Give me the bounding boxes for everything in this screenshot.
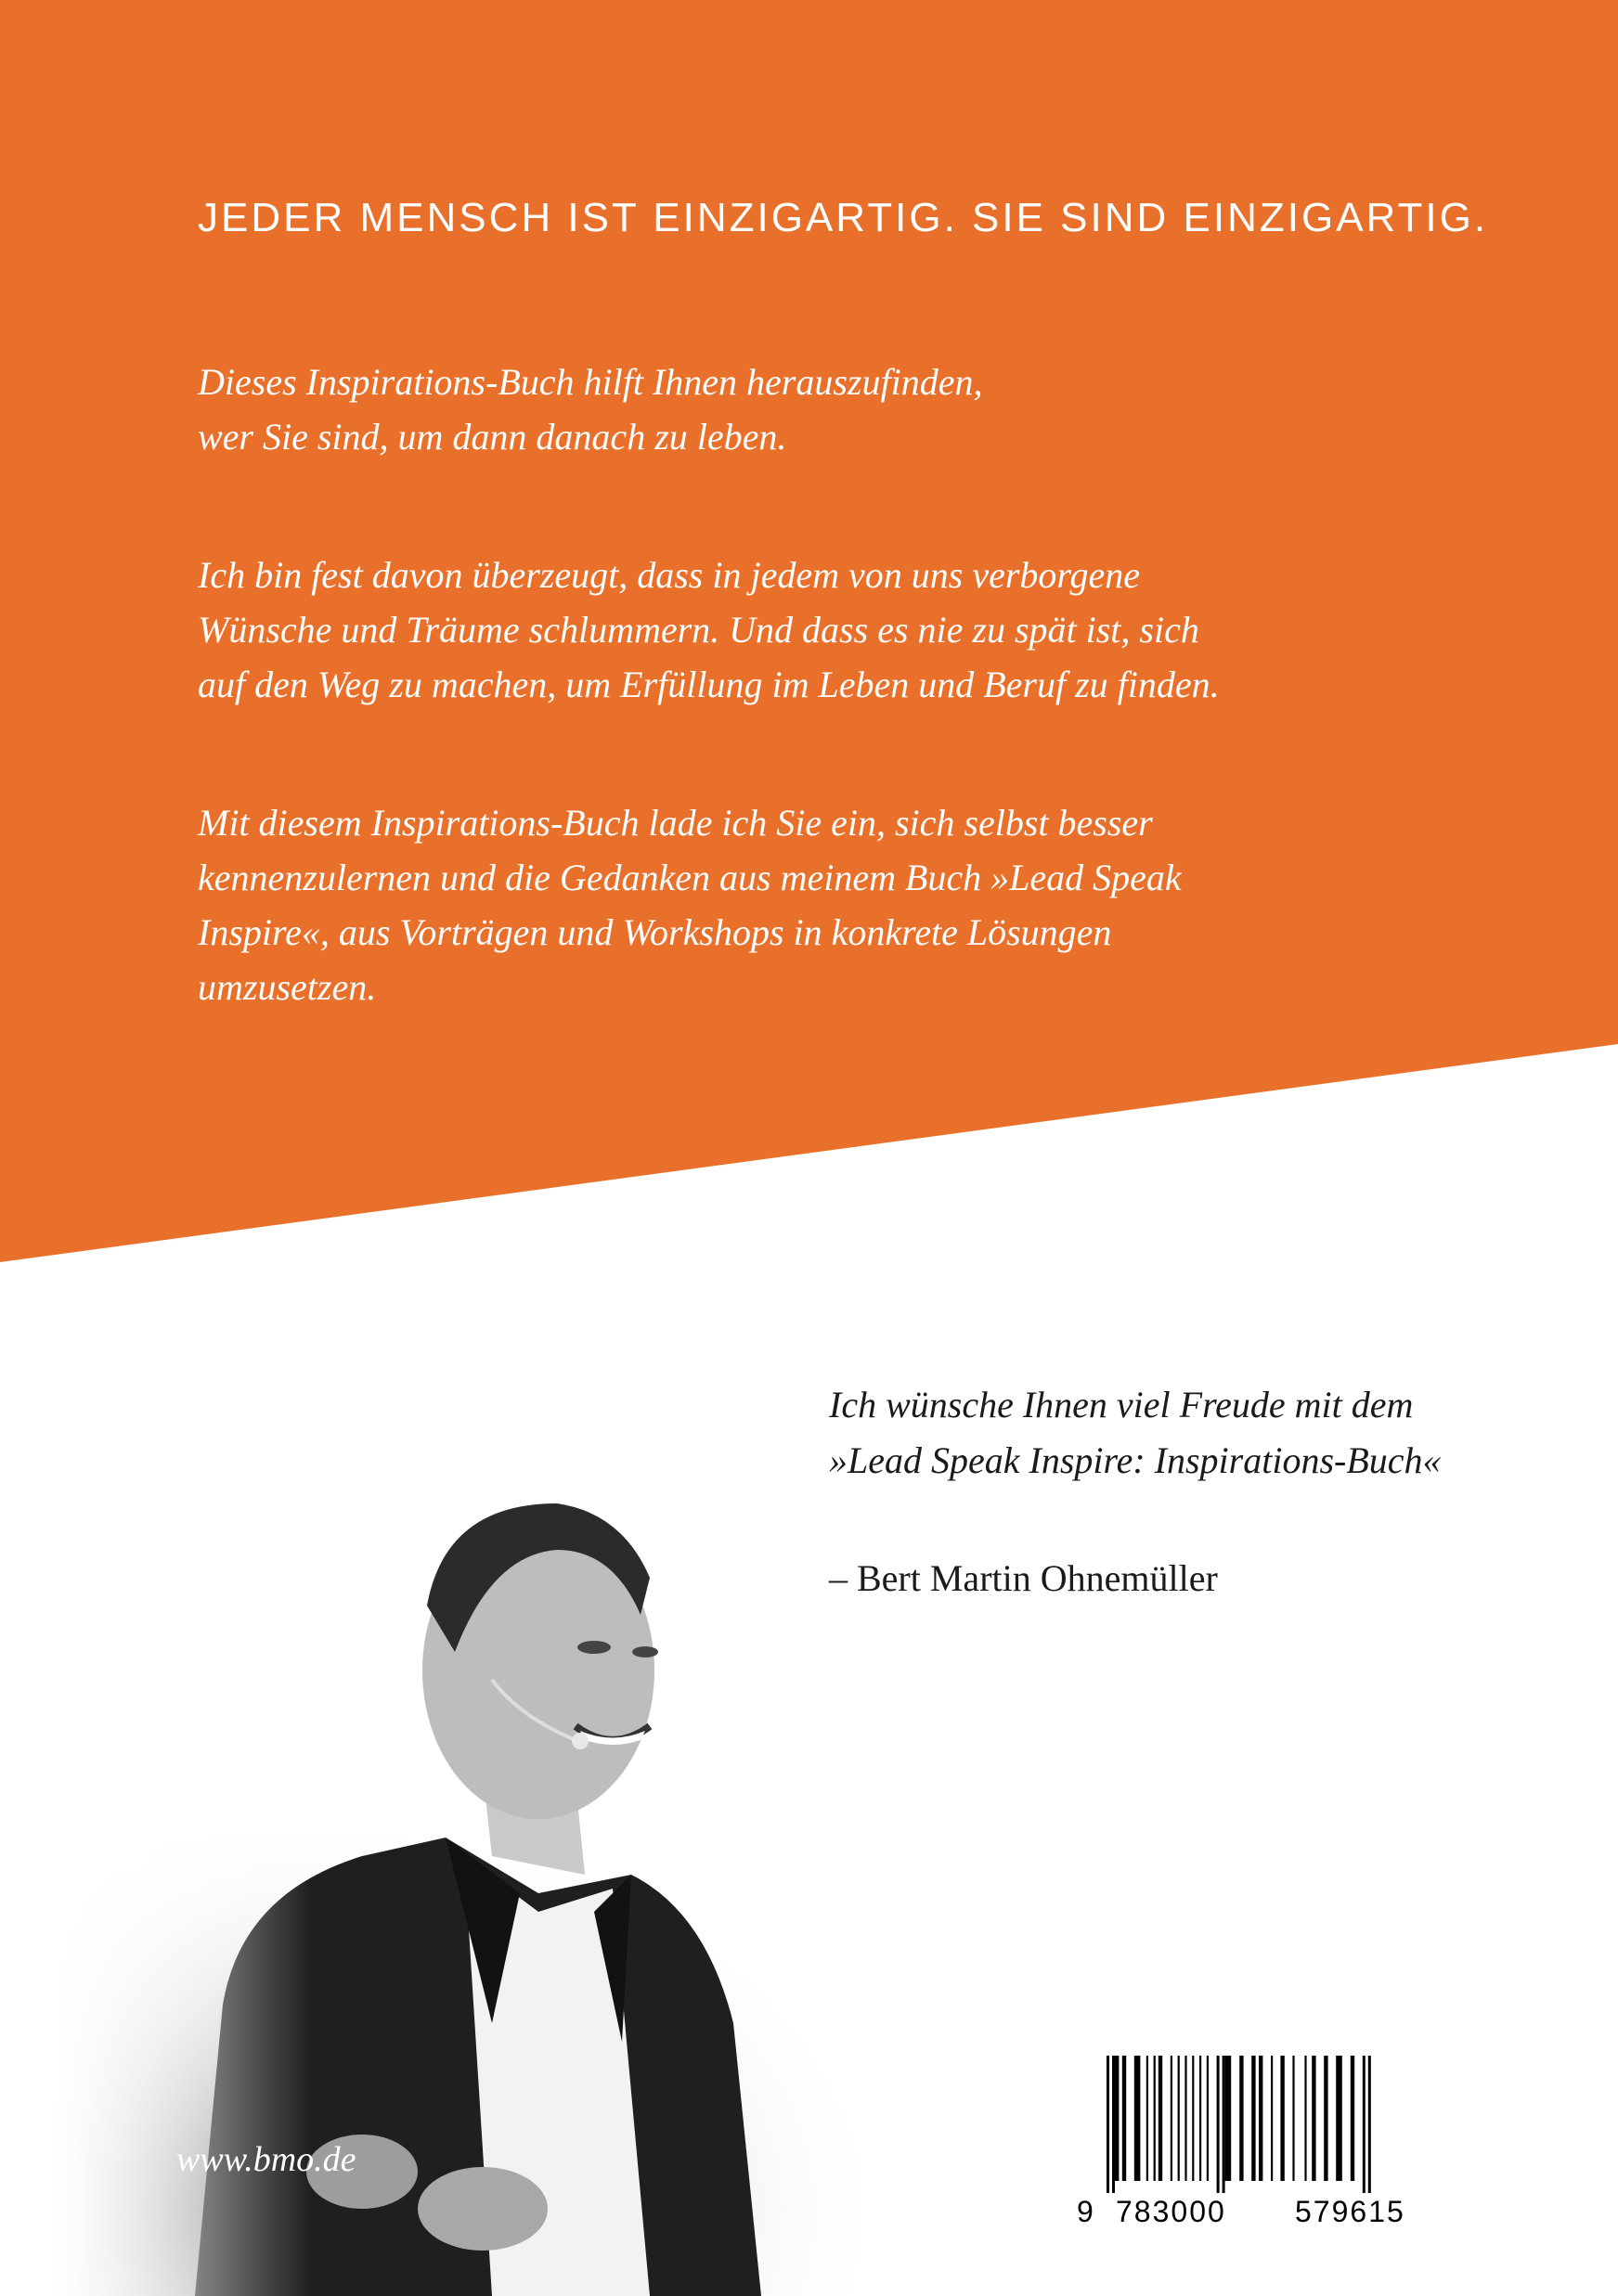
barcode-bar xyxy=(1271,2056,1273,2181)
barcode-bar xyxy=(1304,2056,1306,2181)
intro-paragraph xyxy=(198,355,1442,464)
barcode-bar xyxy=(1134,2056,1141,2181)
quote-author: – Bert Martin Ohnemüller xyxy=(829,1557,1218,1599)
barcode-bar xyxy=(1207,2056,1209,2181)
barcode-bar xyxy=(1280,2056,1284,2181)
paragraph-line: Wünsche und Träume schlummern. Und dass es nie zu spät ist, sich xyxy=(198,609,1199,651)
isbn-left-group: 783000 xyxy=(1116,2195,1226,2228)
barcode-bars xyxy=(1077,2056,1457,2195)
paragraph-line: kennenzulernen und die Gedanken aus meinem Buch »Lead Speak xyxy=(198,857,1182,898)
belief-paragraph xyxy=(198,548,1442,712)
barcode-bar xyxy=(1146,2056,1148,2181)
barcode-bar xyxy=(1178,2056,1180,2181)
headline: JEDER MENSCH IST EINZIGARTIG. SIE SIND EINZIGARTIG. xyxy=(198,195,1489,240)
barcode-bar xyxy=(1171,2056,1172,2181)
isbn-right-group: 579615 xyxy=(1295,2195,1405,2228)
barcode-guard-bar xyxy=(1363,2056,1366,2193)
paragraph-line: Inspire«, aus Vorträgen und Workshops in konkrete Lösungen xyxy=(198,911,1112,953)
barcode-bar xyxy=(1154,2056,1156,2181)
barcode-bar xyxy=(1192,2056,1194,2181)
isbn-first-digit: 9 xyxy=(1077,2195,1095,2228)
barcode-bar xyxy=(1239,2056,1243,2181)
barcode-guard-bar xyxy=(1368,2056,1371,2193)
paragraph-line: wer Sie sind, um dann danach zu leben. xyxy=(198,416,787,458)
paragraph-line: Ich bin fest davon überzeugt, dass in jedem von uns verborgene xyxy=(198,554,1140,596)
invitation-paragraph xyxy=(198,795,1442,1014)
barcode-guard-bar xyxy=(1107,2056,1109,2193)
barcode-bar xyxy=(1115,2056,1119,2181)
barcode-bar xyxy=(1225,2056,1232,2181)
barcode-bar xyxy=(1336,2056,1342,2181)
barcode-bar xyxy=(1351,2056,1354,2181)
paragraph-line: Dieses Inspirations-Buch hilft Ihnen herauszufinden, xyxy=(198,361,983,403)
barcode-guard-bar xyxy=(1223,2056,1225,2193)
paragraph-line: auf den Weg zu machen, um Erfüllung im Leben und Beruf zu finden. xyxy=(198,664,1220,705)
paragraph-line: Mit diesem Inspirations-Buch lade ich Sie ein, sich selbst besser xyxy=(198,802,1153,844)
barcode-bar xyxy=(1251,2056,1255,2181)
website-link[interactable]: www.bmo.de xyxy=(176,2140,356,2179)
barcode-bar xyxy=(1292,2056,1294,2181)
quote-book-title: »Lead Speak Inspire: Inspirations-Buch« xyxy=(829,1439,1442,1481)
isbn-barcode xyxy=(1077,2056,1457,2246)
barcode-bar xyxy=(1122,2056,1126,2181)
barcode-guard-bar xyxy=(1217,2056,1220,2193)
barcode-bar xyxy=(1184,2056,1186,2181)
barcode-guard-bar xyxy=(1112,2056,1115,2193)
barcode-bar xyxy=(1312,2056,1315,2181)
barcode-bar xyxy=(1259,2056,1262,2181)
quote-line: Ich wünsche Ihnen viel Freude mit dem xyxy=(829,1384,1414,1425)
barcode-bar xyxy=(1199,2056,1201,2181)
paragraph-line: umzusetzen. xyxy=(198,966,377,1008)
barcode-bar xyxy=(1158,2056,1162,2181)
barcode-bar xyxy=(1324,2056,1327,2181)
